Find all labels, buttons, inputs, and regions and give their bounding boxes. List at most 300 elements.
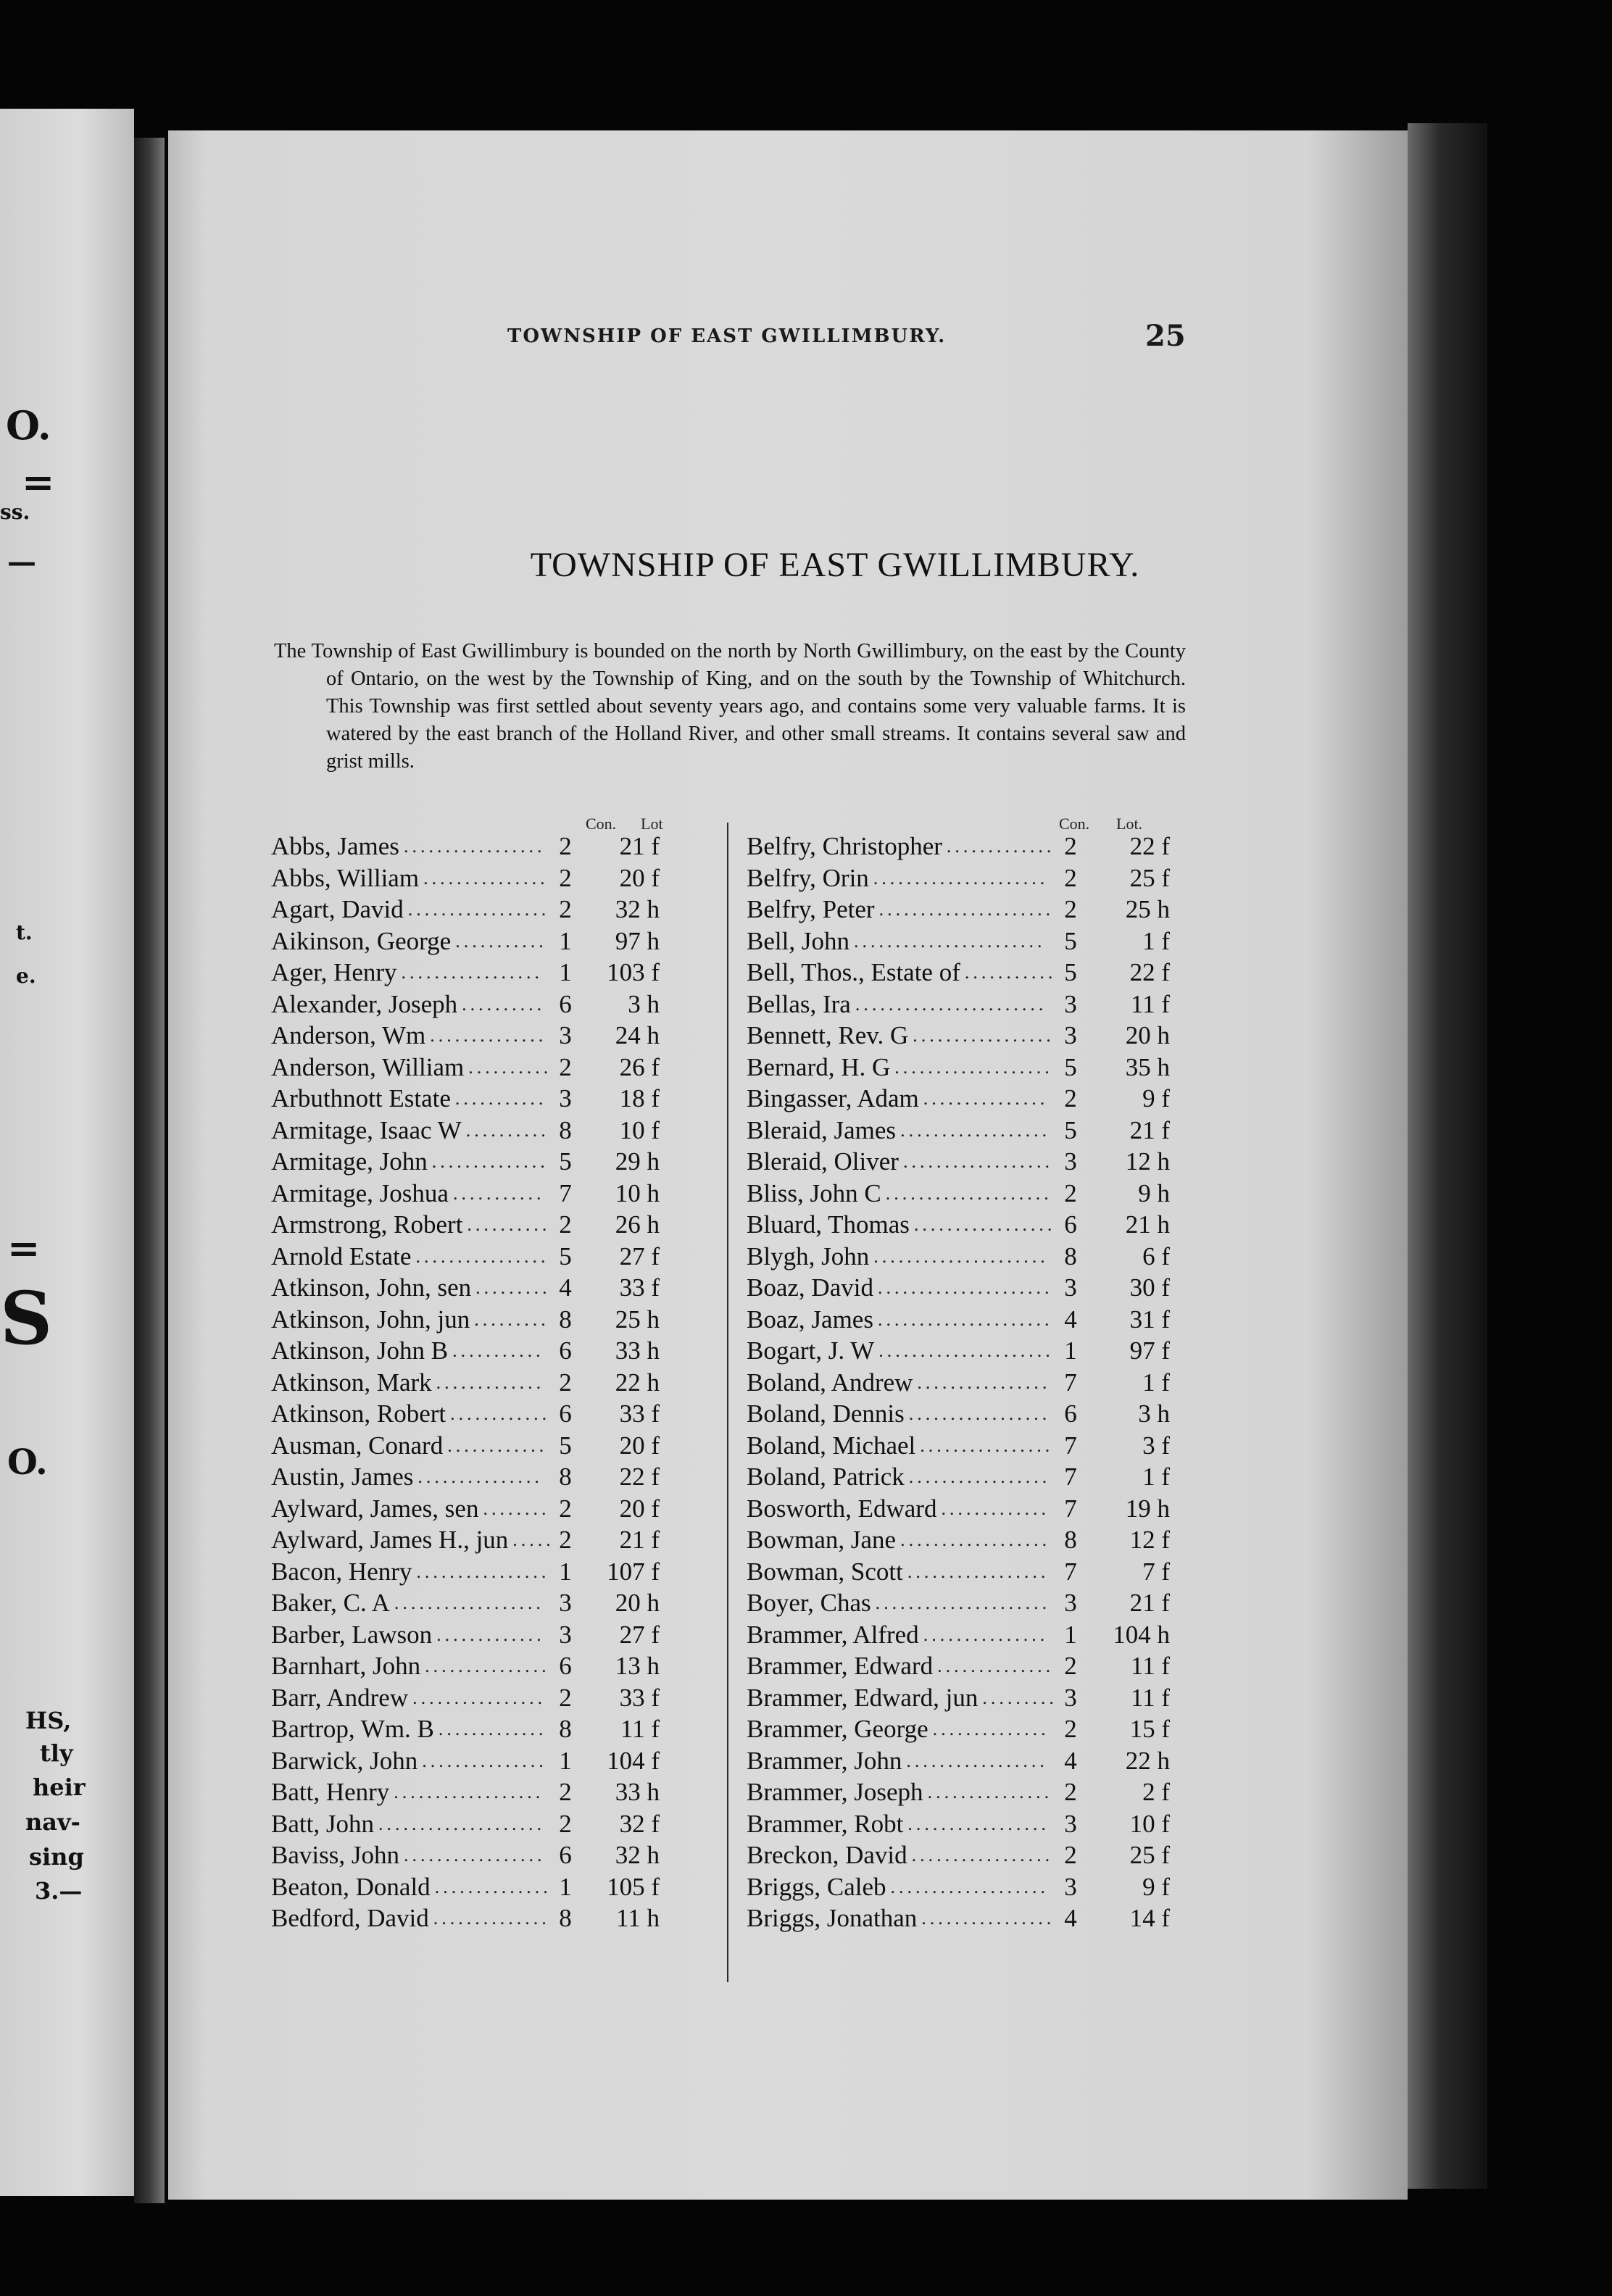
lot-number: 20 h xyxy=(615,1589,660,1617)
leader-dots: ..................... xyxy=(873,867,1049,889)
resident-name: Barber, Lawson xyxy=(271,1620,433,1649)
lot-number: 15 f xyxy=(1129,1715,1170,1743)
lot-number: 35 h xyxy=(1125,1052,1170,1081)
leader-dots: ............. xyxy=(941,1497,1050,1519)
resident-name: Arnold Estate xyxy=(271,1241,412,1270)
concession-number: 2 xyxy=(1064,1084,1077,1112)
concession-number: 2 xyxy=(1064,863,1077,892)
resident-name: Alexander, Joseph xyxy=(271,989,458,1018)
resident-name: Bleraid, James xyxy=(747,1115,897,1144)
resident-name: Belfry, Christopher xyxy=(747,832,942,860)
leader-dots: .......... xyxy=(465,1119,549,1141)
concession-number: 2 xyxy=(559,1052,572,1081)
lot-number: 21 f xyxy=(1129,1115,1170,1144)
lot-number: 33 f xyxy=(619,1683,660,1712)
concession-number: 5 xyxy=(1064,1115,1077,1144)
leader-dots: ..................... xyxy=(873,1245,1049,1267)
concession-number: 3 xyxy=(559,1084,572,1112)
left-page-text-fragment: tly xyxy=(40,1739,73,1767)
resident-name: Batt, Henry xyxy=(271,1778,390,1806)
leader-dots: ................ xyxy=(917,1371,1051,1393)
resident-name: Brammer, George xyxy=(747,1715,928,1743)
lot-number: 19 h xyxy=(1125,1494,1170,1523)
concession-number: 8 xyxy=(559,1904,572,1932)
concession-number: 2 xyxy=(1064,1841,1077,1869)
resident-name: Boland, Andrew xyxy=(747,1368,913,1397)
resident-name: Barnhart, John xyxy=(271,1652,421,1680)
leader-dots: ..................... xyxy=(875,1592,1051,1613)
resident-name: Belfry, Peter xyxy=(747,895,875,923)
left-page-text-fragment: — xyxy=(7,545,36,579)
lot-number: 97 f xyxy=(1129,1336,1170,1365)
leader-dots: ............... xyxy=(425,1655,550,1676)
resident-name: Baviss, John xyxy=(271,1841,399,1869)
leader-dots: ..... xyxy=(512,1529,554,1550)
resident-name: Boaz, David xyxy=(747,1273,873,1302)
concession-number: 4 xyxy=(559,1273,572,1302)
leader-dots: ..................... xyxy=(877,1277,1053,1298)
lot-number: 11 h xyxy=(616,1904,660,1932)
lot-number: 97 h xyxy=(615,926,660,955)
concession-number: 3 xyxy=(1064,1021,1077,1049)
concession-number: 1 xyxy=(1064,1336,1077,1365)
leader-dots: ............ xyxy=(447,1434,548,1456)
resident-name: Aylward, James H., jun xyxy=(271,1526,509,1554)
resident-name: Barwick, John xyxy=(271,1746,418,1775)
resident-name: Austin, James xyxy=(271,1463,414,1491)
lot-number: 22 h xyxy=(1125,1746,1170,1775)
leader-dots: .............. xyxy=(932,1718,1050,1739)
resident-name: Ager, Henry xyxy=(271,958,397,986)
resident-name: Atkinson, John, jun xyxy=(271,1305,470,1334)
column-divider xyxy=(727,823,728,1982)
lot-number: 3 h xyxy=(628,989,660,1018)
leader-dots: .................. xyxy=(394,1781,544,1802)
resident-name: Boland, Patrick xyxy=(747,1463,905,1491)
resident-name: Brammer, Robt xyxy=(747,1809,904,1838)
concession-number: 3 xyxy=(1064,1872,1077,1901)
running-head: TOWNSHIP OF EAST GWILLIMBURY. xyxy=(507,325,947,347)
leader-dots: ................ xyxy=(412,1686,547,1708)
leader-dots: ................. xyxy=(407,899,550,920)
left-page-text-fragment: heir xyxy=(33,1773,86,1801)
lot-number: 11 f xyxy=(1130,989,1170,1018)
resident-name: Blygh, John xyxy=(747,1241,870,1270)
left-lot-header: Lot xyxy=(641,815,663,833)
concession-number: 8 xyxy=(1064,1241,1077,1270)
concession-number: 2 xyxy=(559,1683,572,1712)
lot-number: 27 f xyxy=(619,1241,660,1270)
concession-number: 2 xyxy=(1064,895,1077,923)
leader-dots: ............... xyxy=(923,1623,1049,1645)
lot-number: 11 f xyxy=(1130,1683,1170,1712)
lot-number: 21 f xyxy=(619,832,660,860)
concession-number: 3 xyxy=(559,1021,572,1049)
leader-dots: ................. xyxy=(908,1403,1051,1424)
leader-dots: ............... xyxy=(423,867,549,889)
concession-number: 6 xyxy=(559,1841,572,1869)
concession-number: 7 xyxy=(559,1178,572,1207)
leader-dots: .................. xyxy=(394,1592,544,1613)
leader-dots: ................. xyxy=(908,1466,1051,1487)
left-page-text-fragment: O. xyxy=(7,1442,48,1483)
resident-name: Bosworth, Edward xyxy=(747,1494,937,1523)
concession-number: 2 xyxy=(1064,832,1077,860)
leader-dots: ........... xyxy=(452,1182,545,1204)
lot-number: 20 h xyxy=(1125,1021,1170,1049)
resident-name: Armitage, Isaac W xyxy=(271,1115,462,1144)
lot-number: 33 h xyxy=(615,1336,660,1365)
leader-dots: .................... xyxy=(378,1813,545,1834)
lot-number: 6 f xyxy=(1142,1241,1170,1270)
leader-dots: ................... xyxy=(890,1876,1049,1897)
concession-number: 6 xyxy=(559,1652,572,1680)
lot-number: 1 f xyxy=(1142,926,1170,955)
resident-name: Atkinson, John B xyxy=(271,1336,449,1365)
concession-number: 7 xyxy=(1064,1463,1077,1491)
lot-number: 3 f xyxy=(1142,1431,1170,1460)
lot-number: 33 f xyxy=(619,1399,660,1428)
lot-number: 3 h xyxy=(1138,1399,1170,1428)
concession-number: 2 xyxy=(559,1526,572,1554)
leader-dots: ................. xyxy=(907,1813,1050,1834)
left-page-text-fragment: = xyxy=(7,1225,41,1271)
lot-number: 1 f xyxy=(1142,1368,1170,1397)
leader-dots: ........ xyxy=(483,1497,550,1519)
concession-number: 8 xyxy=(559,1115,572,1144)
resident-name: Belfry, Orin xyxy=(747,863,869,892)
lot-number: 11 f xyxy=(1130,1652,1170,1680)
leader-dots: ................. xyxy=(907,1560,1050,1582)
lot-number: 33 f xyxy=(619,1273,660,1302)
concession-number: 6 xyxy=(1064,1210,1077,1239)
lot-number: 27 f xyxy=(619,1620,660,1649)
leader-dots: ..................... xyxy=(878,899,1055,920)
leader-dots: ............... xyxy=(927,1781,1053,1802)
lot-number: 26 h xyxy=(615,1210,660,1239)
leader-dots: ......... xyxy=(474,1308,549,1330)
resident-name: Bleraid, Oliver xyxy=(747,1147,899,1176)
concession-number: 3 xyxy=(1064,1147,1077,1176)
lot-number: 33 h xyxy=(615,1778,660,1806)
lot-number: 9 h xyxy=(1138,1178,1170,1207)
leader-dots: .............. xyxy=(430,1025,547,1046)
page-title: TOWNSHIP OF EAST GWILLIMBURY. xyxy=(530,546,1140,584)
lot-number: 12 h xyxy=(1125,1147,1170,1176)
resident-name: Bartrop, Wm. B xyxy=(271,1715,434,1743)
leader-dots: ................. xyxy=(913,1214,1056,1235)
leader-dots: ................. xyxy=(906,1750,1048,1771)
leader-dots: ................. xyxy=(911,1844,1054,1865)
left-page-text-fragment: O. xyxy=(6,402,51,449)
leader-dots: .............. xyxy=(434,1876,552,1897)
concession-number: 4 xyxy=(1064,1746,1077,1775)
resident-name: Bowman, Scott xyxy=(747,1557,903,1586)
lot-number: 2 f xyxy=(1142,1778,1170,1806)
concession-number: 7 xyxy=(1064,1368,1077,1397)
resident-name: Atkinson, Mark xyxy=(271,1368,432,1397)
lot-number: 25 h xyxy=(615,1305,660,1334)
resident-name: Bliss, John C xyxy=(747,1178,881,1207)
leader-dots: ............. xyxy=(436,1623,545,1645)
resident-name: Breckon, David xyxy=(747,1841,907,1869)
leader-dots: ........... xyxy=(455,930,547,952)
leader-dots: .......... xyxy=(468,1056,552,1078)
leader-dots: ................. xyxy=(401,962,544,983)
resident-name: Bennett, Rev. G xyxy=(747,1021,909,1049)
lot-number: 32 h xyxy=(615,1841,660,1869)
lot-number: 32 f xyxy=(619,1809,660,1838)
leader-dots: ..................... xyxy=(878,1340,1054,1361)
lot-number: 107 f xyxy=(607,1557,660,1586)
resident-name: Bedford, David xyxy=(271,1904,429,1932)
resident-name: Brammer, John xyxy=(747,1746,902,1775)
resident-name: Bingasser, Adam xyxy=(747,1084,919,1112)
lot-number: 20 f xyxy=(619,863,660,892)
resident-name: Briggs, Jonathan xyxy=(747,1904,918,1932)
right-lot-header: Lot. xyxy=(1116,815,1143,833)
leader-dots: ..................... xyxy=(877,1308,1053,1330)
leader-dots: ................ xyxy=(921,1908,1055,1929)
left-page-text-fragment: HS, xyxy=(25,1707,72,1734)
leader-dots: ........... xyxy=(452,1340,544,1361)
leader-dots: ................ xyxy=(416,1560,550,1582)
leader-dots: ............ xyxy=(450,1403,551,1424)
leader-dots: ....................... xyxy=(853,930,1046,952)
concession-number: 1 xyxy=(559,958,572,986)
concession-number: 2 xyxy=(1064,1652,1077,1680)
concession-number: 5 xyxy=(559,1147,572,1176)
resident-name: Baker, C. A xyxy=(271,1589,390,1617)
concession-number: 4 xyxy=(1064,1305,1077,1334)
concession-number: 6 xyxy=(559,1336,572,1365)
concession-number: 8 xyxy=(559,1463,572,1491)
resident-name: Anderson, Wm xyxy=(271,1021,426,1049)
lot-number: 9 f xyxy=(1142,1084,1170,1112)
resident-name: Boland, Dennis xyxy=(747,1399,905,1428)
resident-name: Atkinson, John, sen xyxy=(271,1273,472,1302)
leader-dots: ............. xyxy=(436,1371,545,1393)
lot-number: 20 f xyxy=(619,1494,660,1523)
concession-number: 2 xyxy=(559,895,572,923)
concession-number: 3 xyxy=(1064,1273,1077,1302)
previous-page-fragment xyxy=(0,109,134,2196)
concession-number: 6 xyxy=(1064,1399,1077,1428)
leader-dots: ............. xyxy=(438,1718,547,1739)
page-edge-shadow xyxy=(1408,123,1487,2189)
page-number: 25 xyxy=(1145,319,1186,353)
concession-number: 6 xyxy=(559,989,572,1018)
concession-number: 6 xyxy=(559,1399,572,1428)
concession-number: 2 xyxy=(559,1778,572,1806)
leader-dots: .............. xyxy=(431,1151,549,1172)
concession-number: 3 xyxy=(559,1589,572,1617)
lot-number: 103 f xyxy=(607,958,660,986)
concession-number: 4 xyxy=(1064,1904,1077,1932)
resident-name: Bowman, Jane xyxy=(747,1526,897,1554)
leader-dots: ................... xyxy=(894,1056,1053,1078)
lot-number: 1 f xyxy=(1142,1463,1170,1491)
resident-name: Abbs, James xyxy=(271,832,399,860)
left-con-header: Con. xyxy=(586,815,617,833)
left-page-text-fragment: 3.— xyxy=(35,1877,83,1905)
leader-dots: ............. xyxy=(946,836,1055,857)
left-page-text-fragment: nav- xyxy=(25,1808,80,1836)
left-page-text-fragment: t. xyxy=(16,920,33,944)
resident-name: Armstrong, Robert xyxy=(271,1210,463,1239)
concession-number: 3 xyxy=(1064,989,1077,1018)
concession-number: 3 xyxy=(559,1620,572,1649)
concession-number: 8 xyxy=(559,1715,572,1743)
leader-dots: ................. xyxy=(403,836,546,857)
concession-number: 2 xyxy=(1064,1178,1077,1207)
left-page-text-fragment: e. xyxy=(16,964,36,988)
leader-dots: ......... xyxy=(982,1686,1058,1708)
concession-number: 7 xyxy=(1064,1557,1077,1586)
concession-number: 2 xyxy=(559,1494,572,1523)
concession-number: 1 xyxy=(559,926,572,955)
leader-dots: .............. xyxy=(937,1655,1055,1676)
leader-dots: ................. xyxy=(403,1844,546,1865)
intro-paragraph xyxy=(274,638,1186,775)
leader-dots: ............... xyxy=(422,1750,547,1771)
leader-dots: .......... xyxy=(467,1214,551,1235)
lot-number: 25 f xyxy=(1129,863,1170,892)
lot-number: 22 f xyxy=(1129,958,1170,986)
right-con-header: Con. xyxy=(1059,815,1090,833)
lot-number: 29 h xyxy=(615,1147,660,1176)
concession-number: 5 xyxy=(559,1431,572,1460)
resident-name: Batt, John xyxy=(271,1809,374,1838)
resident-name: Boaz, James xyxy=(747,1305,873,1334)
resident-name: Bogart, J. W xyxy=(747,1336,875,1365)
lot-number: 26 f xyxy=(619,1052,660,1081)
concession-number: 8 xyxy=(1064,1526,1077,1554)
left-page-text-fragment: = xyxy=(22,459,55,505)
resident-name: Anderson, William xyxy=(271,1052,465,1081)
concession-number: 7 xyxy=(1064,1431,1077,1460)
lot-number: 12 f xyxy=(1129,1526,1170,1554)
concession-number: 1 xyxy=(559,1746,572,1775)
concession-number: 7 xyxy=(1064,1494,1077,1523)
resident-name: Arbuthnott Estate xyxy=(271,1084,451,1112)
left-page-text-fragment: sing xyxy=(29,1843,84,1871)
resident-name: Bluard, Thomas xyxy=(747,1210,910,1239)
resident-name: Bell, John xyxy=(747,926,849,955)
resident-name: Agart, David xyxy=(271,895,404,923)
leader-dots: ....................... xyxy=(855,993,1047,1015)
left-page-text-fragment: ss. xyxy=(0,500,30,524)
resident-name: Abbs, William xyxy=(271,863,420,892)
concession-number: 3 xyxy=(1064,1589,1077,1617)
concession-number: 1 xyxy=(1064,1620,1077,1649)
concession-number: 5 xyxy=(559,1241,572,1270)
lot-number: 14 f xyxy=(1129,1904,1170,1932)
lot-number: 104 h xyxy=(1113,1620,1170,1649)
leader-dots: .................. xyxy=(900,1529,1051,1550)
lot-number: 22 f xyxy=(1129,832,1170,860)
lot-number: 21 h xyxy=(1125,1210,1170,1239)
lot-number: 21 f xyxy=(619,1526,660,1554)
lot-number: 31 f xyxy=(1129,1305,1170,1334)
lot-number: 22 f xyxy=(619,1463,660,1491)
lot-number: 25 f xyxy=(1129,1841,1170,1869)
leader-dots: .............. xyxy=(433,1908,550,1929)
resident-name: Bernard, H. G xyxy=(747,1052,891,1081)
lot-number: 30 f xyxy=(1129,1273,1170,1302)
leader-dots: ................. xyxy=(913,1025,1055,1046)
resident-name: Aylward, James, sen xyxy=(271,1494,479,1523)
concession-number: 1 xyxy=(559,1557,572,1586)
lot-number: 25 h xyxy=(1125,895,1170,923)
resident-name: Atkinson, Robert xyxy=(271,1399,446,1428)
lot-number: 104 f xyxy=(607,1746,660,1775)
lot-number: 24 h xyxy=(615,1021,660,1049)
leader-dots: .................. xyxy=(902,1151,1053,1172)
concession-number: 2 xyxy=(559,832,572,860)
lot-number: 7 f xyxy=(1142,1557,1170,1586)
lot-number: 10 h xyxy=(615,1178,660,1207)
concession-number: 8 xyxy=(559,1305,572,1334)
leader-dots: ................ xyxy=(415,1245,549,1267)
resident-name: Boyer, Chas xyxy=(747,1589,871,1617)
lot-number: 9 f xyxy=(1142,1872,1170,1901)
leader-dots: ................ xyxy=(920,1434,1054,1456)
resident-name: Bacon, Henry xyxy=(271,1557,412,1586)
leader-dots: ........... xyxy=(454,1088,547,1109)
resident-name: Brammer, Joseph xyxy=(747,1778,923,1806)
concession-number: 2 xyxy=(559,1210,572,1239)
lot-number: 18 f xyxy=(619,1084,660,1112)
lot-number: 13 h xyxy=(615,1652,660,1680)
concession-number: 1 xyxy=(559,1872,572,1901)
leader-dots: ............... xyxy=(417,1466,543,1487)
lot-number: 21 f xyxy=(1129,1589,1170,1617)
lot-number: 32 h xyxy=(615,895,660,923)
leader-dots: .......... xyxy=(462,993,546,1015)
concession-number: 3 xyxy=(1064,1809,1077,1838)
left-page-text-fragment: S xyxy=(0,1276,53,1361)
resident-name: Brammer, Edward, jun xyxy=(747,1683,979,1712)
leader-dots: .................... xyxy=(885,1182,1052,1204)
resident-name: Bell, Thos., Estate of xyxy=(747,958,960,986)
resident-name: Armitage, Joshua xyxy=(271,1178,449,1207)
leader-dots: .................. xyxy=(900,1119,1051,1141)
resident-name: Armitage, John xyxy=(271,1147,428,1176)
resident-name: Brammer, Edward xyxy=(747,1652,934,1680)
concession-number: 5 xyxy=(1064,1052,1077,1081)
concession-number: 2 xyxy=(559,1368,572,1397)
lot-number: 20 f xyxy=(619,1431,660,1460)
leader-dots: ......... xyxy=(475,1277,551,1298)
book-gutter xyxy=(134,138,165,2203)
resident-name: Boland, Michael xyxy=(747,1431,916,1460)
lot-number: 10 f xyxy=(1129,1809,1170,1838)
lot-number: 105 f xyxy=(607,1872,660,1901)
leader-dots: ............... xyxy=(923,1088,1049,1109)
concession-number: 2 xyxy=(559,863,572,892)
concession-number: 5 xyxy=(1064,926,1077,955)
concession-number: 2 xyxy=(1064,1715,1077,1743)
concession-number: 2 xyxy=(559,1809,572,1838)
lot-number: 10 f xyxy=(619,1115,660,1144)
resident-name: Brammer, Alfred xyxy=(747,1620,919,1649)
intro-text: The Township of East Gwillimbury is bounded on the north by North Gwillimbury, on the east by the County of Ontario, on the west by the Township of King, and on the south by the Township of Whitchurch. This Township was first settled about seventy years ago, and contains some very valuable farms. It is watered by the east branch of the Holland River, and other small streams. It contains several saw and grist mills. xyxy=(274,640,1186,773)
concession-number: 3 xyxy=(1064,1683,1077,1712)
resident-name: Ausman, Conard xyxy=(271,1431,444,1460)
concession-number: 2 xyxy=(1064,1778,1077,1806)
resident-name: Aikinson, George xyxy=(271,926,452,955)
